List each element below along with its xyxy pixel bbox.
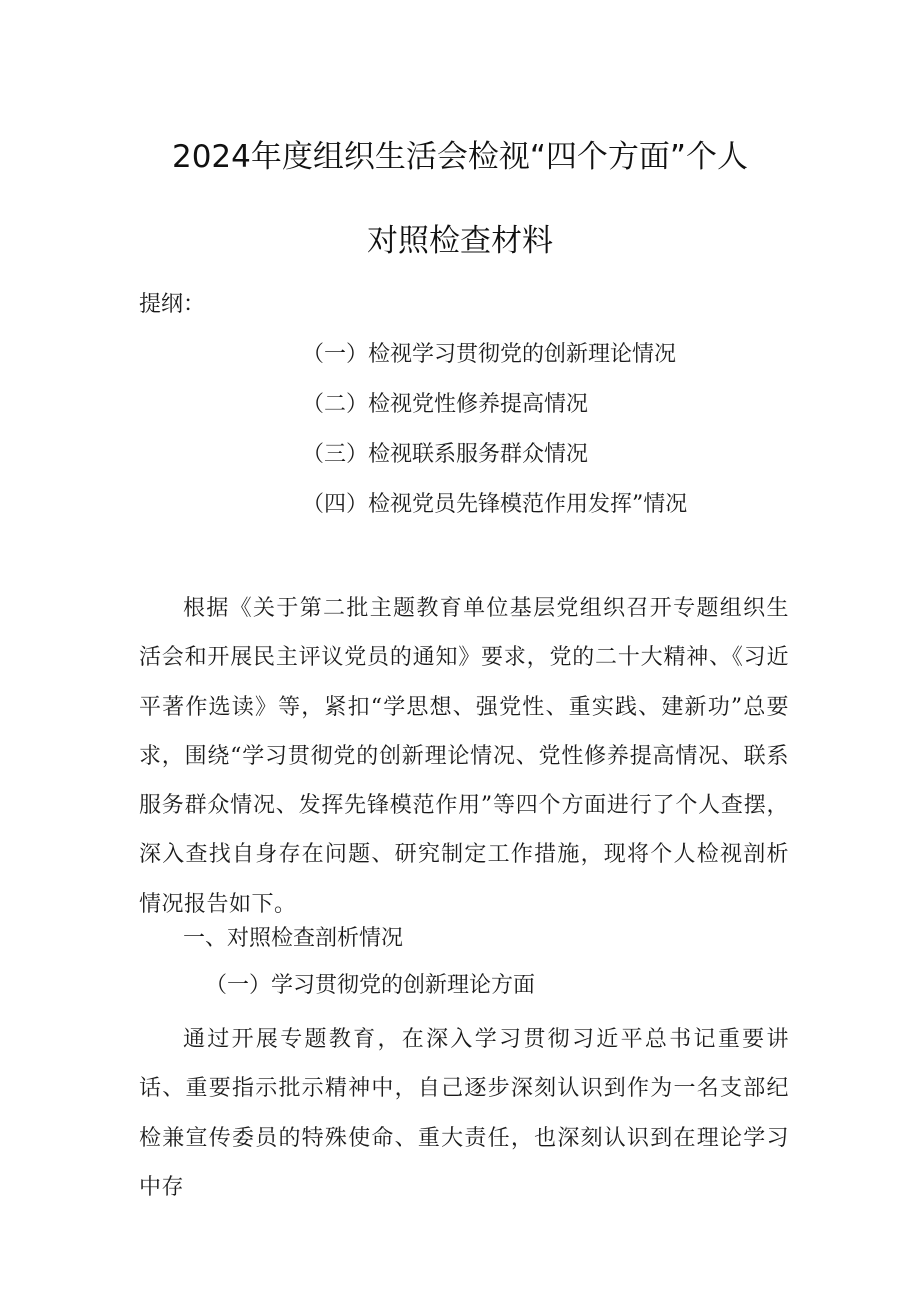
- intro-paragraph: 根据《关于第二批主题教育单位基层党组织召开专题组织生活会和开展民主评议党员的通知》要求，党的二十大精神、《习近平著作选读》等，紧扣“学思想、强党性、重实践、建新功”总要求，围绕“学习贯彻党的创新理论情况、党性修养提高情况、联系服务群众情况、发挥先锋模范作用”等四个方面进行了个人查摆，深入查找自身存在问题、研究制定工作措施，现将个人检视剖析情况报告如下。: [139, 596, 789, 917]
- document-title-line-1: 2024年度组织生活会检视“四个方面”个人: [171, 139, 748, 175]
- outline-label: 提纲：: [139, 292, 206, 317]
- body-paragraph: 通过开展专题教育，在深入学习贯彻习近平总书记重要讲话、重要指示批示精神中，自己逐步深刻认识到作为一名支部纪检兼宣传委员的特殊使命、重大责任，也深刻认识到在理论学习中存: [139, 1027, 789, 1200]
- section-heading: 一、对照检查剖析情况: [183, 926, 404, 951]
- document-title-line-2: 对照检查材料: [367, 223, 553, 259]
- subsection-heading: （一）学习贯彻党的创新理论方面: [205, 973, 536, 998]
- outline-item-2: （二）检视党性修养提高情况: [302, 392, 589, 417]
- outline-item-4: （四）检视党员先锋模范作用发挥”情况: [302, 492, 688, 517]
- outline-item-3: （三）检视联系服务群众情况: [302, 442, 589, 467]
- outline-list: [302, 339, 687, 539]
- outline-item-1: （一）检视学习贯彻党的创新理论情况: [302, 342, 677, 367]
